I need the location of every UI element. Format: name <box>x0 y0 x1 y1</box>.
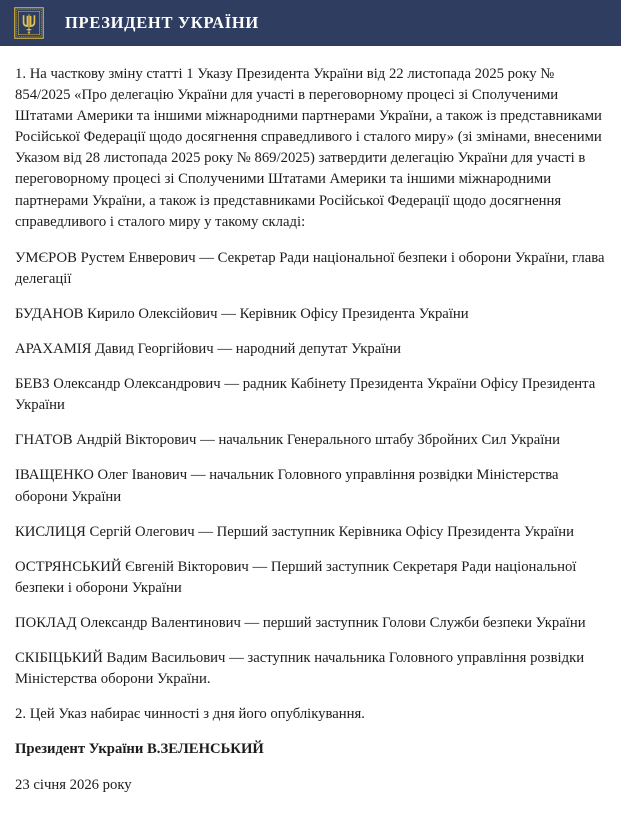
document-date: 23 січня 2026 року <box>15 777 132 794</box>
document-body <box>0 46 621 816</box>
header-bar <box>0 0 621 46</box>
delegation-member: ГНАТОВ Андрій Вікторович — начальник Генерального штабу Збройних Сил України <box>15 432 561 449</box>
delegation-member: АРАХАМІЯ Давид Георгійович — народний депутат України <box>15 341 402 358</box>
delegation-member: СКІБІЦЬКИЙ Вадим Васильович — заступник начальника Головного управління розвідки Міністерства оборони України. <box>15 649 585 688</box>
delegation-member: УМЄРОВ Рустем Енверович — Секретар Ради національної безпеки і оборони України, глава делегації <box>15 249 605 287</box>
delegation-member: БУДАНОВ Кирило Олексійович — Керівник Офісу Президента України <box>15 305 469 322</box>
ukraine-trident-emblem-icon <box>14 7 44 39</box>
delegation-member: ПОКЛАД Олександр Валентинович — перший заступник Голови Служби безпеки України <box>15 614 586 631</box>
lead-paragraph: 1. На часткову зміну статті 1 Указу Президента України від 22 листопада 2025 року № 854/2025 «Про делегацію України для участі в переговорному процесі зі Сполученими Штатами Америки та іншими міжнародними партнерами України, а також із представниками Російської Федерації щодо досягнення справедливого і сталого миру» (зі змінами, внесеними Указом від 28 листопада 2025 року № 869/2025) затвердити делегацію України для участі в переговорному процесі зі Сполученими Штатами Америки та іншими міжнародними партнерами України, а також із представниками Російської Федерації щодо досягнення справедливого і сталого миру у такому складі: <box>15 66 602 230</box>
delegation-member: ІВАЩЕНКО Олег Іванович — начальник Головного управління розвідки Міністерства оборони України <box>15 467 559 505</box>
delegation-member: БЕВЗ Олександр Олександрович — радник Кабінету Президента України Офісу Президента України <box>15 376 596 414</box>
clause-two: 2. Цей Указ набирає чинності з дня його опублікування. <box>15 706 365 723</box>
delegation-member: ОСТРЯНСЬКИЙ Євгеній Вікторович — Перший заступник Секретаря Ради національної безпеки і оборони України <box>15 558 577 596</box>
page-title: ПРЕЗИДЕНТ УКРАЇНИ <box>65 12 259 32</box>
delegation-member: КИСЛИЦЯ Сергій Олегович — Перший заступник Керівника Офісу Президента України <box>15 523 574 540</box>
signature-line: Президент України В.ЗЕЛЕНСЬКИЙ <box>15 741 264 758</box>
